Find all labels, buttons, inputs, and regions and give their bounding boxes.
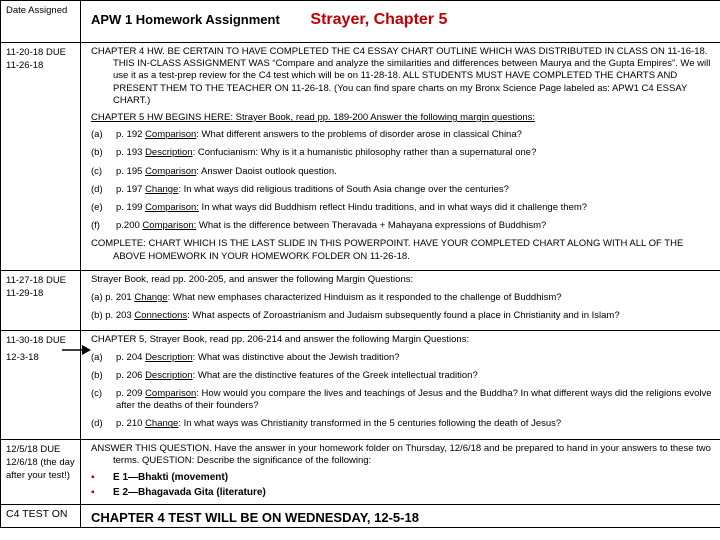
row-date: 11-30-18 DUE 12-3-18 — [1, 331, 81, 439]
question-item: (b) p. 203 Connections: What aspects of Zoroastrianism and Judaism subsequently found a place in Christianity and in Islam? — [91, 310, 620, 322]
row-content — [81, 439, 720, 505]
bullet-icon: ▪ — [91, 487, 95, 499]
question-item: (e) p. 199 Comparison: In what ways did Buddhism reflect Hindu traditions, and in what ways did it challenge them? — [91, 202, 588, 214]
row-intro: CHAPTER 5, Strayer Book, read pp. 206-214 and answer the following Margin Questions: — [91, 334, 470, 346]
question-item: (a) p. 192 Comparison: What different answers to the problems of disorder arose in classical China? — [91, 129, 522, 141]
question-item: (a) p. 204 Description: What was distinctive about the Jewish tradition? — [91, 351, 400, 363]
question-item: (b) p. 193 Description: Confucianism: Why is it a humanistic philosophy rather than a supernatural one? — [91, 147, 537, 159]
row-date: 11-27-18 DUE 11-29-18 — [1, 270, 81, 331]
term-bullet: ▪ E 2—Bhagavada Gita (literature) — [91, 487, 266, 499]
header-row — [1, 1, 720, 43]
question-instructions: ANSWER THIS QUESTION. Have the answer in your homework folder on Thursday, 12/6/18 and be prepared to hand in your answers to these two terms. QUESTION: Describe the significance of the following: — [91, 442, 711, 466]
test-announcement: CHAPTER 4 TEST WILL BE ON WEDNESDAY, 12-5-18 — [91, 510, 419, 526]
row-11-20 — [1, 43, 720, 271]
row-content — [81, 43, 720, 271]
bullet-icon: ▪ — [91, 472, 95, 484]
chapter5-intro: CHAPTER 5 HW BEGINS HERE: Strayer Book, read pp. 189-200 Answer the following margin questions: — [91, 112, 536, 124]
complete-instructions: COMPLETE: CHART WHICH IS THE LAST SLIDE IN THIS POWERPOINT. HAVE YOUR COMPLETED CHART ALONG WITH ALL OF THE ABOVE HOMEWORK IN YOUR HOMEWORK FOLDER ON 11-26-18. — [91, 238, 684, 262]
question-item: (f) p.200 Comparison: What is the difference between Theravada + Mahayana expressions of Buddhism? — [91, 220, 547, 232]
arrow-right-icon — [62, 344, 92, 356]
date-assigned-header: Date Assigned — [1, 1, 81, 43]
question-item: (b) p. 206 Description: What are the distinctive features of the Greek intellectual tradition? — [91, 369, 478, 381]
question-item: (c) p. 195 Comparison: Answer Daoist outlook question. — [91, 165, 337, 177]
title-cell — [81, 1, 720, 43]
question-item: (d) p. 197 Change: In what ways did religious traditions of South Asia change over the centuries? — [91, 183, 509, 195]
row-date: C4 TEST ON — [1, 505, 81, 527]
question-item: (c) p. 209 Comparison: How would you compare the lives and teachings of Jesus and the Buddha? In what different ways did the religions evolve after the deaths of their founders? — [91, 388, 712, 412]
row-test — [1, 505, 720, 527]
chapter4-instructions: CHAPTER 4 HW. BE CERTAIN TO HAVE COMPLETED THE C4 ESSAY CHART OUTLINE WHICH WAS DISTRIBUTED IN CLASS ON 11-16-18. THIS IN-CLASS ASSIGNMENT WAS “Compare and analyze the similarities and differences between Maurya and the Gupta Empires”. We will use it as a test-prep review for the C4 test which will be on 11-28-18. ALL STUDENTS MUST HAVE COMPLETED THE CHARTS AND PRESENT THEM TO THE TEACHER ON 11-26-18. (You can find spare charts on my Bronx Science Page labeled as: APW1 C4 ESSAY CHART.) — [91, 46, 711, 106]
question-item: (a) p. 201 Change: What new emphases characterized Hinduism as it responded to the challenge of Buddhism? — [91, 292, 562, 304]
row-content — [81, 331, 720, 439]
row-date: 11-20-18 DUE 11-26-18 — [1, 43, 81, 271]
assignment-title: APW 1 Homework Assignment — [91, 12, 280, 27]
row-intro: Strayer Book, read pp. 200-205, and answer the following Margin Questions: — [91, 273, 414, 285]
row-11-30 — [1, 331, 720, 439]
chapter-title: Strayer, Chapter 5 — [310, 11, 448, 28]
row-11-27 — [1, 270, 720, 331]
row-12-5 — [1, 439, 720, 505]
row-date: 12/5/18 DUE 12/6/18 (the day after your test!) — [1, 439, 81, 505]
row-content — [81, 505, 720, 527]
row-content — [81, 270, 720, 331]
term-bullet: ▪ E 1—Bhakti (movement) — [91, 472, 229, 484]
question-item: (d) p. 210 Change: In what ways was Christianity transformed in the 5 centuries following the death of Jesus? — [91, 418, 562, 430]
